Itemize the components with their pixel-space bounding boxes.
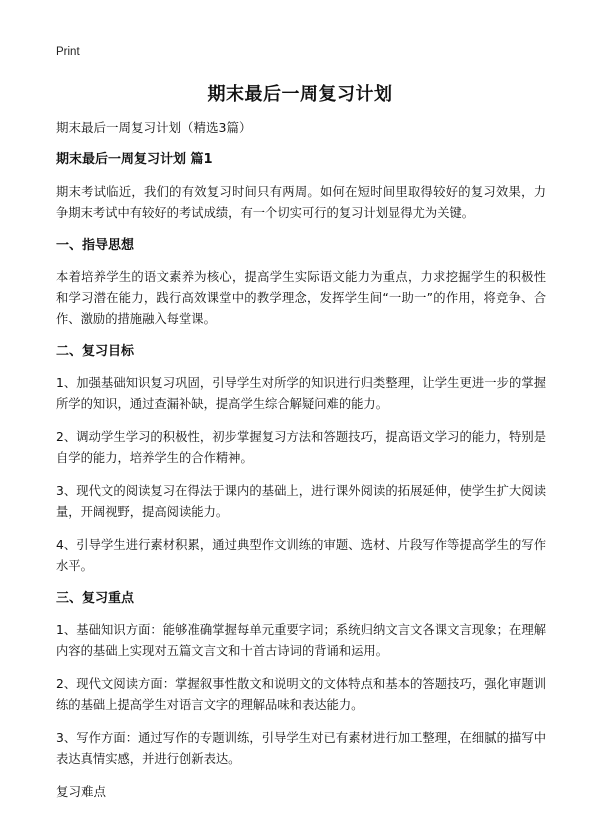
section-heading-focus: 三、复习重点 <box>56 591 135 606</box>
paragraph: 2、现代文阅读方面：掌握叙事性散文和说明文的文体特点和基本的答题技巧，强化审题训练的基础上提高学生对语言文字的理解品味和表达能力。 <box>56 677 546 712</box>
paragraph: 1、基础知识方面：能够准确掌握每单元重要字词；系统归纳文言文各课文言现象；在理解内容的基础上实现对五篇文言文和十首古诗词的背诵和运用。 <box>56 623 546 658</box>
paragraph: 3、写作方面：通过写作的专题训练，引导学生对已有素材进行加工整理，在细腻的描写中表达真情实感，并进行创新表达。 <box>56 731 546 766</box>
paragraph: 本着培养学生的语文素养为核心，提高学生实际语文能力为重点，力求挖掘学生的积极性和学习潜在能力，践行高效课堂中的教学理念，发挥学生间“一助一”的作用，将竞争、合作、激励的措施融入每堂课。 <box>56 270 546 326</box>
page-title: 期末最后一周复习计划 <box>207 84 393 105</box>
section-heading-guiding: 一、指导思想 <box>56 238 135 253</box>
intro-paragraph: 期末考试临近，我们的有效复习时间只有两周。如何在短时间里取得较好的复习效果，力争期末考试中有较好的考试成绩，有一个切实可行的复习计划显得尤为关键。 <box>56 185 546 220</box>
print-link[interactable]: Print <box>56 46 80 58</box>
paragraph: 4、引导学生进行素材积累，通过典型作文训练的审题、选材、片段写作等提高学生的写作水平。 <box>56 538 546 573</box>
paragraph: 3、现代文的阅读复习在得法于课内的基础上，进行课外阅读的拓展延伸，使学生扩大阅读量，开阔视野，提高阅读能力。 <box>56 484 546 519</box>
article-title: 期末最后一周复习计划 篇1 <box>56 152 213 167</box>
section-heading-difficulties: 复习难点 <box>56 784 107 799</box>
paragraph: 2、调动学生学习的积极性，初步掌握复习方法和答题技巧，提高语文学习的能力，特别是自学的能力，培养学生的合作精神。 <box>56 430 546 465</box>
article-body <box>56 118 546 802</box>
section-heading-goals: 二、复习目标 <box>56 344 135 359</box>
subtitle: 期末最后一周复习计划（精选3篇） <box>56 120 252 135</box>
paragraph: 1、加强基础知识复习巩固，引导学生对所学的知识进行归类整理，让学生更进一步的掌握所学的知识，通过查漏补缺，提高学生综合解疑问难的能力。 <box>56 376 546 411</box>
